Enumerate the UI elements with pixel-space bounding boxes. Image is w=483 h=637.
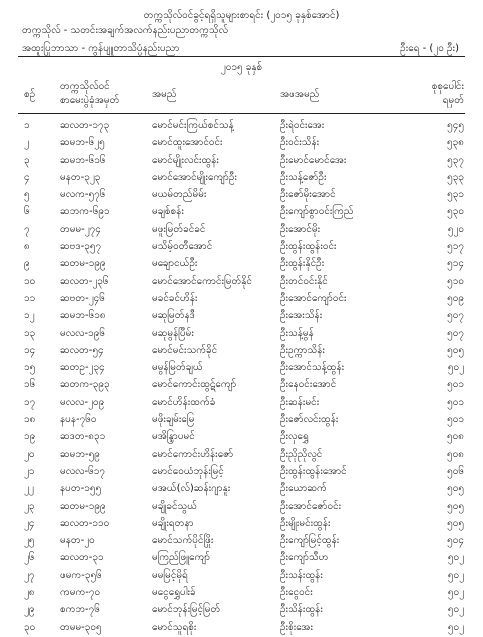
cell-id: ဆလတ-၅၄ <box>60 344 104 356</box>
cell-name: မအိန္ဒြာပမင် <box>152 431 195 443</box>
cell-id: ဆဗတ-၂၄၆ <box>60 292 105 304</box>
cell-father: ဦးအောင်မိုး <box>280 223 321 235</box>
cell-score: ၅၀၉ <box>447 292 464 304</box>
table-row <box>0 221 483 238</box>
cell-name: မောင်ကောင်းဟိန်းဇော် <box>152 448 234 460</box>
cell-score: ၅၀၅ <box>447 344 464 356</box>
cell-father: ဦးဇော်မိုးအောင် <box>280 189 336 201</box>
cell-father: ဦးမျိုးမင်းထွန်း <box>280 517 331 529</box>
cell-name: မမမြင့်မိုရ် <box>152 569 188 581</box>
cell-id: ဆဗဒ-၃၅၇ <box>60 241 102 253</box>
cell-father: ဦးစိုးအေး <box>280 621 314 633</box>
cell-score: ၅၃၈ <box>447 137 464 149</box>
student-count: ဦးရေ - (၂၀ ဦး) <box>400 43 459 54</box>
cell-father: ဦးတင်ဝင်းနိုင် <box>280 275 328 287</box>
cell-id: တမမ-၃၀၅ <box>60 621 102 633</box>
cell-name: မငွေရွှေပါးခ် <box>152 587 196 599</box>
cell-no: ၂၄ <box>24 517 35 529</box>
table-row <box>0 619 483 636</box>
cell-no: ၈ <box>24 241 30 253</box>
table-row <box>0 428 483 445</box>
cell-no: ၁၆ <box>24 379 36 391</box>
cell-score: ၅၄၅ <box>447 120 464 131</box>
cell-father: ဦးသန့်ဇော်ဦး <box>280 171 327 183</box>
cell-score: ၅၀၅ <box>447 517 464 529</box>
cell-score: ၅၃၁ <box>447 189 464 201</box>
cell-id: ဆလတ-၁၁၀ <box>60 517 110 529</box>
cell-no: ၂၀ <box>24 448 35 460</box>
cell-no: ၉ <box>24 258 30 270</box>
cell-score: ၅၁၇ <box>447 241 464 253</box>
cell-id: နပန-၇၆၀ <box>60 414 97 426</box>
cell-name: မောင်မျိုးလင်းထွန်း <box>152 154 219 166</box>
cell-score: ၅၀၅ <box>447 483 464 495</box>
cell-score: ၅၃၃ <box>447 171 464 183</box>
cell-no: ၄ <box>24 171 30 183</box>
table-top-rule <box>18 56 465 57</box>
cell-name: မဖိုးချမ်းမြေ <box>152 414 195 426</box>
cell-no: ၁ <box>24 120 30 131</box>
cell-name: မောင်ထူးအောင်ဝင်း <box>152 137 223 149</box>
cell-no: ၂၂ <box>24 483 34 495</box>
cell-id: ဆတဥ-၂၃၄ <box>60 362 105 374</box>
table-row <box>0 567 483 584</box>
cell-score: ၅၀၂ <box>447 604 464 616</box>
cell-no: ၂၉ <box>24 604 35 616</box>
cell-father: ဦးကျော်စွာဝင်းကြည် <box>280 206 354 218</box>
cell-father: ဦးလှရွှေ <box>280 431 309 443</box>
document-title: တက္ကသိုလ်ဝင်ခွင့်ရရှိသူများစာရင်း (၂၀၁၅ ခုနှစ်အောင်) <box>143 10 340 21</box>
cell-score: ၅၁၀ <box>447 275 464 287</box>
cell-name: မဆုမြတ်နဒီ <box>152 310 195 322</box>
cell-name: မဆုမွန်ပြီမ်း <box>152 327 194 339</box>
cell-no: ၁၉ <box>24 431 36 443</box>
cell-no: ၂၇ <box>24 569 35 581</box>
cell-score: ၅၀၂ <box>447 569 464 581</box>
cell-father: ဦးမောင်မောင်အေး <box>280 154 347 166</box>
cell-father: ဦးဆန်းမင်း <box>280 396 320 408</box>
cell-name: မချောငယ်ဦး <box>152 258 198 270</box>
table-row <box>0 515 483 532</box>
table-row <box>0 359 483 376</box>
cell-id: ဆတက-၃၉၃ <box>60 379 110 391</box>
cell-father: ဦးဝင်းသိန်း <box>280 137 320 149</box>
col-header-score-1: စုစုပေါင်း <box>431 81 464 92</box>
table-row <box>0 498 483 515</box>
cell-score: ၅၀၂ <box>447 362 464 374</box>
cell-no: ၂၆ <box>24 552 35 564</box>
cell-no: ၁၂ <box>24 310 35 322</box>
cell-id: ဆလတ-၁၇၃ <box>60 120 110 131</box>
cell-father: ဦးသန်းထွန်း <box>280 569 323 581</box>
cell-name: မချိုးရတနာ <box>152 517 194 529</box>
cell-score: ၅၀၄ <box>447 535 464 547</box>
col-header-name: အမည် <box>152 89 177 100</box>
cell-father: ဦးရဲဝင်းအေး <box>280 120 325 131</box>
cell-name: မောင်အောင်ကောင်းမြတ်နိုင် <box>152 275 252 287</box>
cell-father: ဦးအောင်ကျော်ဝင်း <box>280 292 347 304</box>
cell-name: မောင်သူရစိုး <box>152 621 197 633</box>
table-row <box>0 290 483 307</box>
cell-father: ဦးနေဝင်းအောင် <box>280 379 337 391</box>
cell-name: မောင်သက်ပိုင်ဖြိုး <box>152 535 214 547</box>
table-row <box>0 186 483 203</box>
table-row <box>0 255 483 272</box>
table-row <box>0 203 483 220</box>
cell-id: ဆတမ-၁၉၉ <box>60 500 106 512</box>
cell-father: ဦးကျော်သီဟ <box>280 552 329 564</box>
year-label: ၂၀၁၅ ခုနှစ် <box>220 62 263 73</box>
table-row <box>0 411 483 428</box>
table-row <box>0 152 483 169</box>
cell-name: မယမ်တည်မိမ်း <box>152 189 207 201</box>
cell-father: ဦးအောင်ဇော်ဝင်း <box>280 500 342 512</box>
cell-id: ဆမဘ-၅၉ <box>60 448 100 460</box>
cell-no: ၁၃ <box>24 327 36 339</box>
cell-name: မောင်အောင်မျိုးကျော်ဦး <box>152 171 237 183</box>
cell-id: ဆမဘ-၆၁၆ <box>60 154 106 166</box>
cell-score: ၅၀၈ <box>447 448 464 460</box>
cell-id: မလလ-၂၀၉ <box>60 396 105 408</box>
cell-id: ဆလတ-၂၃၆ <box>60 275 109 287</box>
table-row <box>0 446 483 463</box>
cell-name: မောင်မင်းသက်ခိုင် <box>152 344 218 356</box>
cell-id: စကဘ-၇၆ <box>60 604 100 616</box>
cell-father: ဦးကျော်မြင့်ထွန်း <box>280 535 340 547</box>
cell-no: ၁၅ <box>24 362 36 374</box>
cell-name: မောင်မင်းကြယ်စင်သန့် <box>152 120 234 131</box>
cell-father: ဦးအောင်သန့်ထွန်း <box>280 362 345 374</box>
table-row <box>0 169 483 186</box>
cell-father: ဦးထွန်းထွန်းဝင်း <box>280 241 337 253</box>
cell-id: မလလ-၁၉၆ <box>60 327 105 339</box>
cell-father: ဦးငွေဝင်း <box>280 587 313 599</box>
cell-no: ၂၈ <box>24 587 35 599</box>
cell-id: ဆဘက-၆၉၁ <box>60 206 110 218</box>
cell-name: မောင်ဟိန်းထက်ခံ <box>152 396 216 408</box>
cell-score: ၅၀၇ <box>447 310 464 322</box>
cell-father: ဦးထွန်းထွန်းအောင် <box>280 465 347 477</box>
cell-score: ၅၀၆ <box>447 465 464 477</box>
cell-id: ကမက-၇၀ <box>60 587 101 599</box>
cell-score: ၅၀၁ <box>447 396 464 408</box>
table-row <box>0 325 483 342</box>
cell-id: တမမ-၂၇၄ <box>60 223 101 235</box>
cell-name: မဖူးမြတ်ခင်ခင် <box>152 223 206 235</box>
cell-father: ဦးသိန်းထွန်း <box>280 604 323 616</box>
cell-score: ၅၀၁ <box>447 379 464 391</box>
table-row <box>0 134 483 151</box>
cell-father: ဦးဥက္ကာသိန်း <box>280 344 325 356</box>
cell-no: ၆ <box>24 206 30 218</box>
table-row <box>0 273 483 290</box>
cell-father: ဦးအေးသိန်း <box>280 310 323 322</box>
cell-no: ၂ <box>24 137 29 149</box>
cell-name: မချိုခင်သွယ် <box>152 500 197 512</box>
cell-father: ဦးသန့်မွန် <box>280 327 314 339</box>
cell-no: ၃ <box>24 154 30 166</box>
cell-name: မောင်ဝေယံဘုန်းမြင့် <box>152 465 224 477</box>
table-row <box>0 376 483 393</box>
specialization-line: အထူးပြုဘာသာ - ကွန်ပျူတာသိပ္ပံနည်းပညာ <box>22 43 180 54</box>
cell-id: ဆမဘ-၆၂၅ <box>60 137 105 149</box>
table-row <box>0 549 483 566</box>
col-header-no: စဉ် <box>24 89 36 100</box>
cell-no: ၁၇ <box>24 396 36 408</box>
cell-name: မောင်ဘုန်းမြင့်မြတ် <box>152 604 221 616</box>
table-row <box>0 480 483 497</box>
cell-id: မလက-၅၇၆ <box>60 189 106 201</box>
table-row <box>0 601 483 618</box>
cell-id: ဆလတ-၃၁ <box>60 552 104 564</box>
col-header-father: အဖအမည် <box>280 89 320 100</box>
cell-id: ဖမက-၃၅၆ <box>60 569 102 581</box>
cell-score: ၅၀၅ <box>447 500 464 512</box>
cell-father: ဦးဇော်လင်းထွန်း <box>280 414 339 426</box>
cell-score: ၅၀၁ <box>447 414 464 426</box>
cell-score: ၅၀၇ <box>447 327 464 339</box>
cell-id: နပတ-၁၅၅ <box>60 483 102 495</box>
cell-no: ၂၁ <box>24 465 35 477</box>
cell-id: ဆဒတ-၈၃၁ <box>60 431 106 443</box>
cell-score: ၅၁၄ <box>447 258 464 270</box>
cell-name: မအယ်(လ်)ဆန်းဂျာနူး <box>152 483 231 495</box>
cell-score: ၅၀၂ <box>447 621 464 633</box>
cell-name: မောင်ကောင်းထွဋ်ကျော် <box>152 379 237 391</box>
cell-name: မခင်ခင်ဟိန်း <box>152 292 198 304</box>
table-row <box>0 117 483 134</box>
col-header-id-2: စာမေးပွဲခုံအမှတ် <box>60 95 120 106</box>
cell-no: ၁၈ <box>24 414 36 426</box>
cell-no: ၁၀ <box>24 275 36 287</box>
cell-no: ၂၅ <box>24 535 35 547</box>
cell-id: မလလ-၆၁၇ <box>60 465 105 477</box>
cell-score: ၅၃၀ <box>447 206 464 218</box>
cell-no: ၁၄ <box>24 344 36 356</box>
cell-name: မချစ်စန်း <box>152 206 184 218</box>
cell-no: ၂၃ <box>24 500 35 512</box>
table-row <box>0 394 483 411</box>
cell-id: မနတ-၃၂၃ <box>60 171 101 183</box>
cell-father: ဦးညိုညိုလွင် <box>280 448 323 460</box>
cell-no: ၇ <box>24 223 30 235</box>
results-table <box>0 117 483 636</box>
table-row <box>0 342 483 359</box>
cell-father: ဦးထွန်းနိုင်ဦး <box>280 258 325 270</box>
cell-id: မနတ-၂၀ <box>60 535 95 547</box>
cell-score: ၅၂၀ <box>447 223 464 235</box>
cell-score: ၅၀၂ <box>447 587 464 599</box>
col-header-id-1: တက္ကသိုလ်ဝင် <box>60 81 110 92</box>
cell-no: ၁၁ <box>24 292 36 304</box>
cell-father: ဦးယောဆက် <box>280 483 327 495</box>
university-line: တက္ကသိုလ် - သတင်းအချက်အလက်နည်းပညာတက္ကသိုလ် <box>22 25 228 36</box>
cell-score: ၅၃၇ <box>447 154 464 166</box>
table-row <box>0 238 483 255</box>
table-row <box>0 532 483 549</box>
col-header-score-2: ရမှတ် <box>442 95 464 106</box>
cell-name: မသိမ့်ဝတီအောင် <box>152 241 213 253</box>
cell-no: ၅ <box>24 189 30 201</box>
cell-name: မကြည်ဖြူကျော် <box>152 552 211 564</box>
cell-id: ဆတမ-၁၉၉ <box>60 258 106 270</box>
cell-no: ၃၀ <box>24 621 36 633</box>
cell-id: ဆမဘ-၆၁၈ <box>60 310 106 322</box>
cell-score: ၅၀၈ <box>447 431 464 443</box>
table-row <box>0 307 483 324</box>
table-header-rule <box>18 113 465 114</box>
cell-score: ၅၀၂ <box>447 552 464 564</box>
table-row <box>0 463 483 480</box>
table-row <box>0 584 483 601</box>
cell-name: မမွန်မြတ်ချယ် <box>152 362 203 374</box>
